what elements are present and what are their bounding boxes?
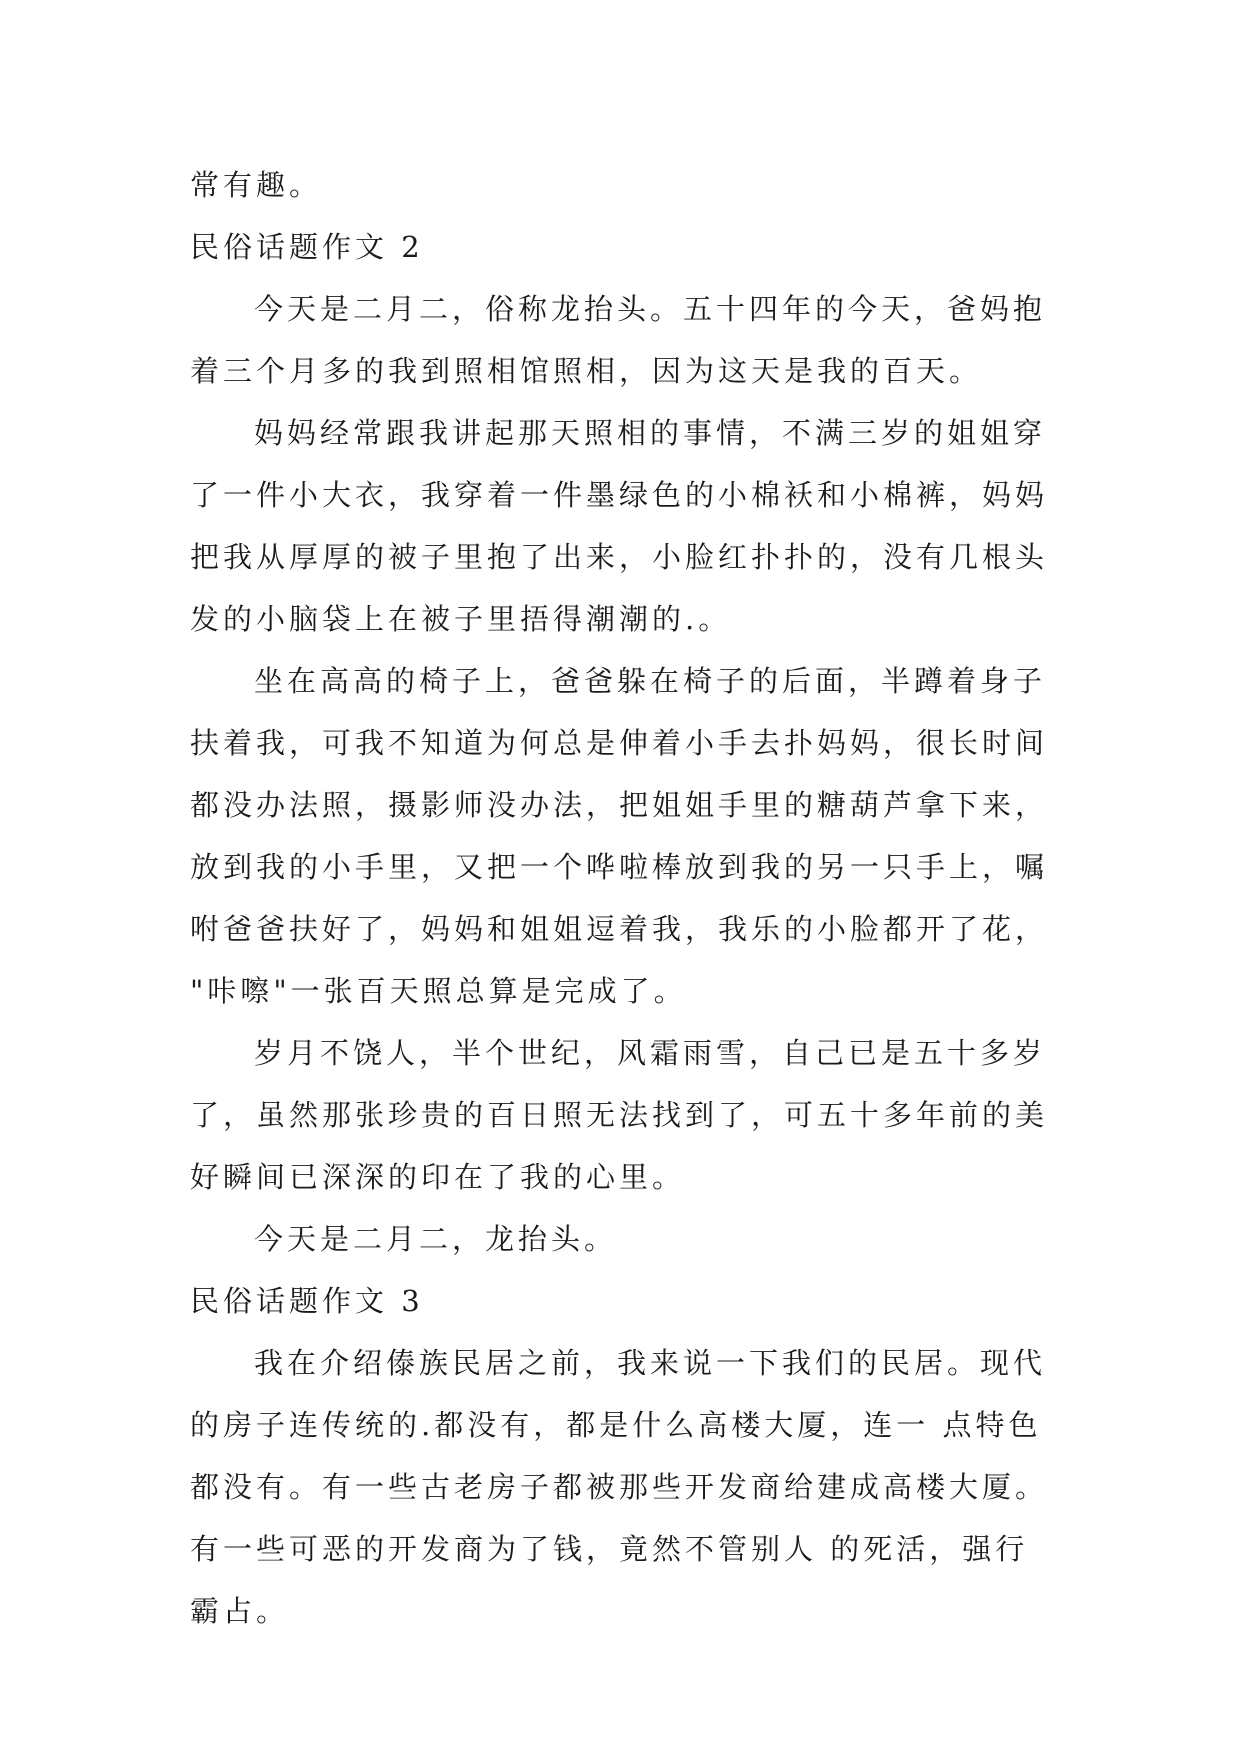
paragraph-line: 今天是二月二，龙抬头。 (254, 1222, 618, 1256)
paragraph-line: 常有趣。 (190, 168, 323, 202)
paragraph-line: 都没有。有一些古老房子都被那些开发商给建成高楼大厦。 (190, 1470, 1049, 1504)
paragraph-line: 我在介绍傣族民居之前，我来说一下我们的民居。现代 (254, 1346, 1047, 1380)
paragraph-line: 发的小脑袋上在被子里捂得潮潮的.。 (190, 602, 732, 636)
paragraph-line: 有一些可恶的开发商为了钱，竟然不管别人 的死活，强行 (190, 1532, 1029, 1566)
document-body (190, 154, 1050, 1642)
paragraph-line: 今天是二月二，俗称龙抬头。五十四年的今天，爸妈抱 (254, 292, 1047, 326)
paragraph-line: 放到我的小手里，又把一个哗啦棒放到我的另一只手上，嘱 (190, 850, 1049, 884)
paragraph-line: 妈妈经常跟我讲起那天照相的事情，不满三岁的姐姐穿 (254, 416, 1047, 450)
paragraph-line: 的房子连传统的.都没有，都是什么高楼大厦，连一 点特色 (190, 1408, 1042, 1442)
paragraph-line: "咔嚓"一张百天照总算是完成了。 (190, 974, 687, 1008)
paragraph-line: 着三个月多的我到照相馆照相，因为这天是我的百天。 (190, 354, 983, 388)
section-heading: 民俗话题作文 3 (190, 1284, 424, 1318)
section-heading: 民俗话题作文 2 (190, 230, 424, 264)
paragraph-line: 岁月不饶人，半个世纪，风霜雨雪，自己已是五十多岁 (254, 1036, 1047, 1070)
paragraph-line: 扶着我，可我不知道为何总是伸着小手去扑妈妈，很长时间 (190, 726, 1049, 760)
paragraph-line: 把我从厚厚的被子里抱了出来，小脸红扑扑的，没有几根头 (190, 540, 1049, 574)
paragraph-line: 咐爸爸扶好了，妈妈和姐姐逗着我，我乐的小脸都开了花， (190, 912, 1049, 946)
paragraph-line: 了，虽然那张珍贵的百日照无法找到了，可五十多年前的美 (190, 1098, 1049, 1132)
paragraph-line: 坐在高高的椅子上，爸爸躲在椅子的后面，半蹲着身子 (254, 664, 1047, 698)
paragraph-line: 好瞬间已深深的印在了我的心里。 (190, 1160, 686, 1194)
paragraph-line: 都没办法照，摄影师没办法，把姐姐手里的糖葫芦拿下来， (190, 788, 1049, 822)
paragraph-line: 霸占。 (190, 1594, 290, 1628)
paragraph-line: 了一件小大衣，我穿着一件墨绿色的小棉袄和小棉裤，妈妈 (190, 478, 1049, 512)
